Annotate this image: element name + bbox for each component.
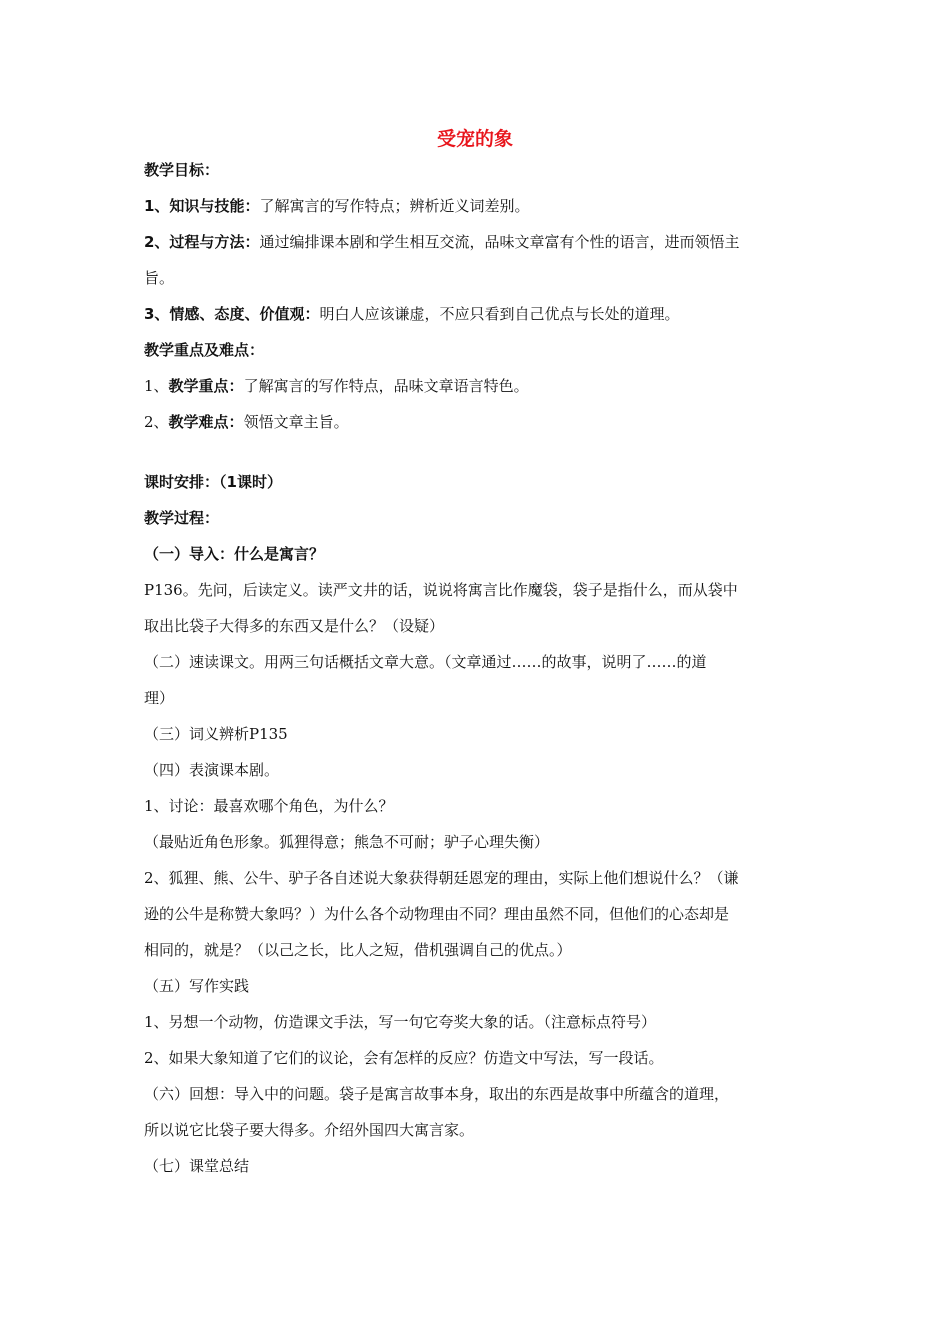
step4-question-2-continued: 逊的公牛是称赞大象吗？）为什么各个动物理由不同？理由虽然不同，但他们的心态却是 [144, 905, 730, 923]
keypoint-prefix: 1、 [144, 377, 169, 395]
step2-text: （二）速读课文。用两三句话概括文章大意。（文章通过……的故事，说明了……的道 [144, 653, 707, 671]
keypoint-label: 教学重点： [168, 377, 244, 395]
keypoints-heading: 教学重点及难点： [144, 341, 265, 359]
schedule-line: 课时安排：（1课时） [144, 473, 282, 491]
step4-answer-1: （最贴近角色形象。狐狸得意；熊急不可耐；驴子心理失衡） [144, 833, 550, 851]
keypoint-item [144, 404, 812, 440]
step4-question-2-continued: 相同的，就是？（以己之长，比人之短，借机强调自己的优点。） [144, 941, 572, 959]
step1-heading: （一）导入：什么是寓言？ [144, 545, 325, 563]
objectives-heading: 教学目标： [144, 161, 220, 179]
keypoint-prefix: 2、 [144, 413, 169, 431]
step6-text-continued: 所以说它比袋子要大得多。介绍外国四大寓言家。 [144, 1121, 475, 1139]
objective-item [144, 296, 812, 332]
document-title: 受宠的象 [436, 128, 513, 150]
step5-item-2: 2、如果大象知道了它们的议论，会有怎样的反应？仿造文中写法，写一段话。 [144, 1049, 664, 1067]
step4-text: （四）表演课本剧。 [144, 761, 280, 779]
keypoint-item [144, 368, 812, 404]
objective-text: 了解寓言的写作特点；辨析近义词差别。 [259, 197, 530, 215]
step5-text: （五）写作实践 [144, 977, 250, 995]
step6-text: （六）回想：导入中的问题。袋子是寓言故事本身，取出的东西是故事中所蕴含的道理， [144, 1085, 730, 1103]
objective-text-continued: 旨。 [144, 269, 175, 287]
step2-text-continued: 理） [144, 689, 175, 707]
keypoint-label: 教学难点： [168, 413, 244, 431]
objective-text: 明白人应该谦虚，不应只看到自己优点与长处的道理。 [319, 305, 680, 323]
document-body [144, 152, 812, 1184]
objective-text: 通过编排课本剧和学生相互交流，品味文章富有个性的语言，进而领悟主 [259, 233, 740, 251]
objective-label: 2、过程与方法： [144, 233, 260, 251]
objective-label: 1、知识与技能： [144, 197, 260, 215]
step4-question-2: 2、狐狸、熊、公牛、驴子各自述说大象获得朝廷恩宠的理由，实际上他们想说什么？（谦 [144, 869, 739, 887]
step1-text-continued: 取出比袋子大得多的东西又是什么？（设疑） [144, 617, 445, 635]
keypoint-text: 了解寓言的写作特点，品味文章语言特色。 [243, 377, 529, 395]
spacer [144, 440, 812, 464]
keypoint-text: 领悟文章主旨。 [243, 413, 349, 431]
step4-question-1: 1、讨论：最喜欢哪个角色，为什么？ [144, 797, 394, 815]
objective-item [144, 188, 812, 224]
step3-text: （三）词义辨析P135 [144, 725, 288, 743]
process-heading: 教学过程： [144, 509, 220, 527]
objective-item [144, 224, 812, 260]
objective-label: 3、情感、态度、价值观： [144, 305, 320, 323]
step5-item-1: 1、另想一个动物，仿造课文手法，写一句它夸奖大象的话。（注意标点符号） [144, 1013, 657, 1031]
step1-text: P136。先问，后读定义。读严文井的话，说说将寓言比作魔袋，袋子是指什么，而从袋中 [144, 581, 738, 599]
step7-text: （七）课堂总结 [144, 1157, 250, 1175]
